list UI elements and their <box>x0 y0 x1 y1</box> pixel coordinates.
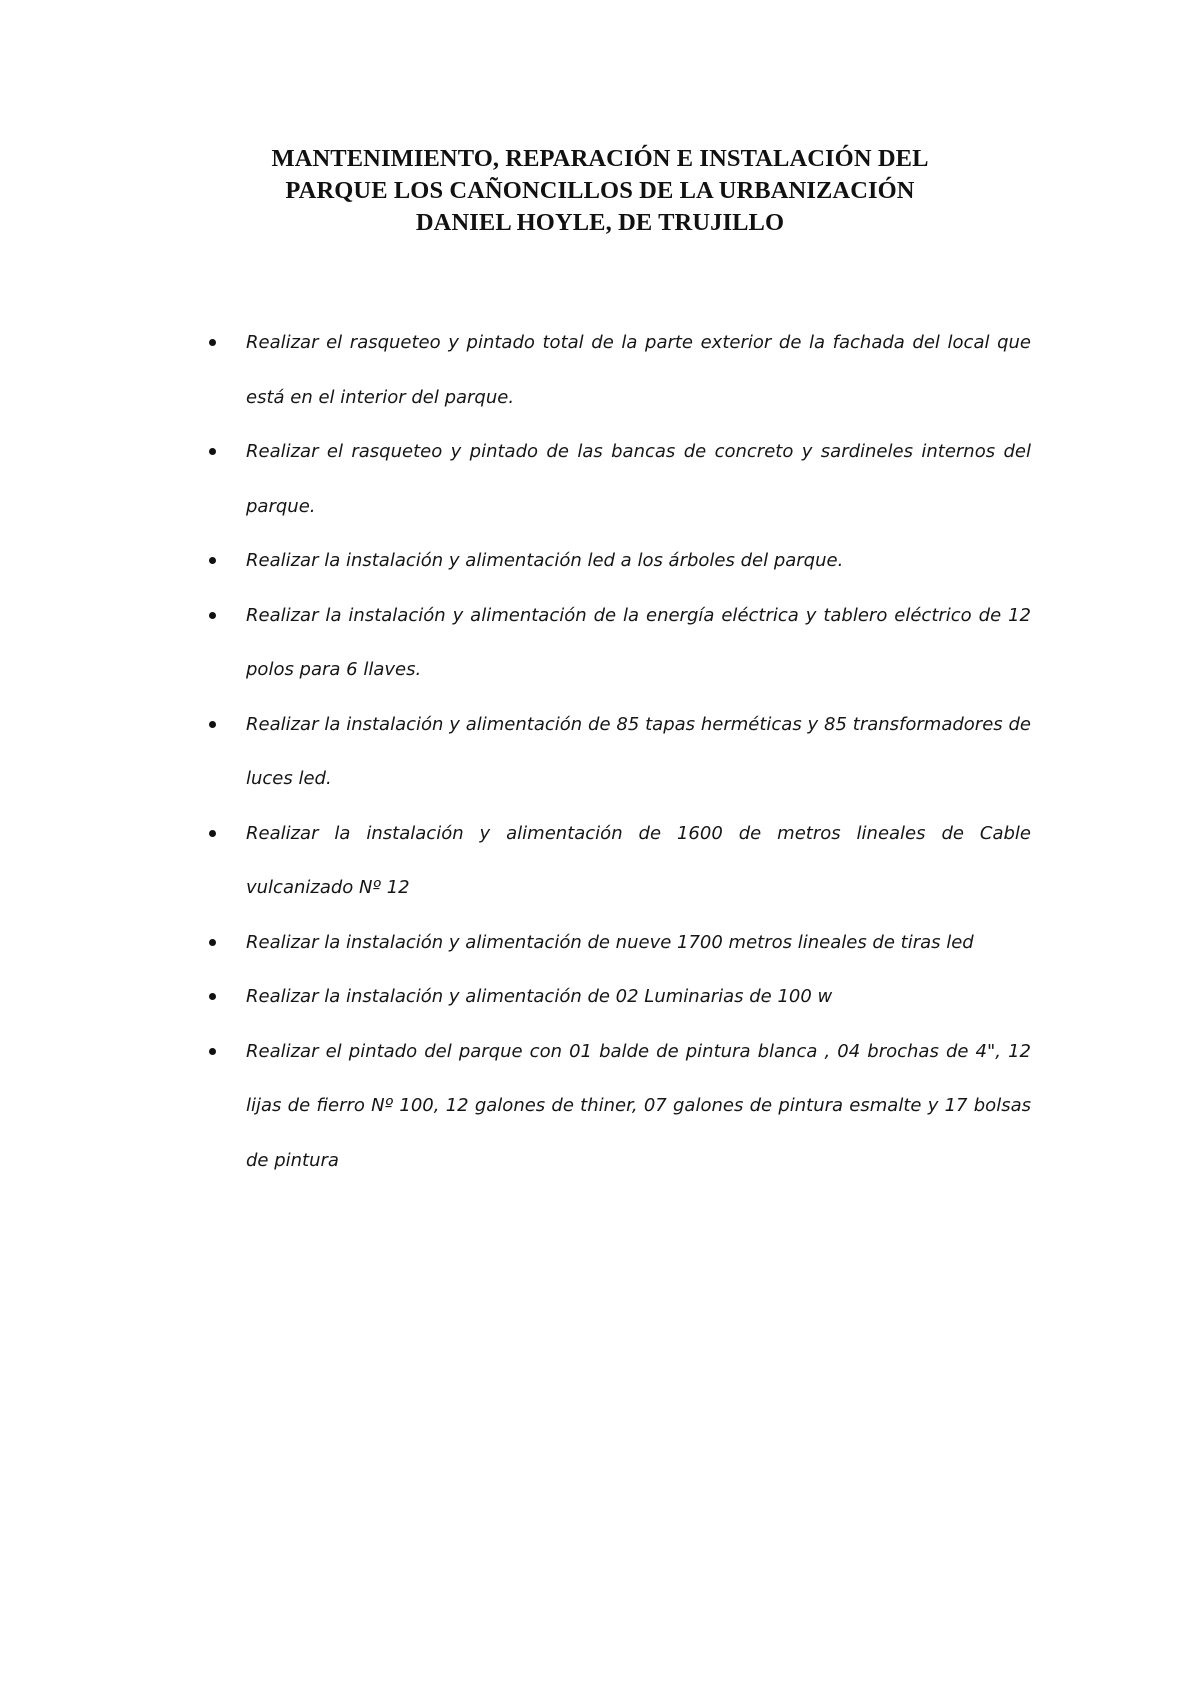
task-item-1 <box>205 316 1031 425</box>
bullet-icon <box>208 698 218 753</box>
bullet-icon <box>208 534 218 589</box>
task-list <box>205 316 1031 1188</box>
task-text: Realizar la instalación y alimentación led a los árboles del parque. <box>246 550 844 571</box>
bullet-icon <box>208 807 218 862</box>
task-item-6 <box>205 807 1031 916</box>
task-item-5 <box>205 698 1031 807</box>
bullet-icon <box>208 1025 218 1080</box>
bullet-icon <box>208 916 218 971</box>
bullet-icon <box>208 316 218 371</box>
task-item-3 <box>205 534 1031 589</box>
task-text: Realizar la instalación y alimentación de 02 Luminarias de 100 w <box>246 986 833 1007</box>
document-title <box>150 143 1050 239</box>
task-text: Realizar la instalación y alimentación de 85 tapas herméticas y 85 transformadores de luces led. <box>246 713 1031 789</box>
task-item-8 <box>205 970 1031 1025</box>
bullet-icon <box>208 589 218 644</box>
task-text: Realizar la instalación y alimentación de la energía eléctrica y tablero eléctrico de 12 polos para 6 llaves. <box>246 604 1031 680</box>
task-text: Realizar el pintado del parque con 01 balde de pintura blanca , 04 brochas de 4", 12 lijas de fierro Nº 100, 12 galones de thiner, 07 galones de pintura esmalte y 17 bolsas de pintura <box>246 1040 1031 1171</box>
task-item-7 <box>205 916 1031 971</box>
title-line-1: MANTENIMIENTO, REPARACIÓN E INSTALACIÓN DEL <box>271 145 929 172</box>
task-item-2 <box>205 425 1031 534</box>
task-text: Realizar la instalación y alimentación de nueve 1700 metros lineales de tiras led <box>246 931 974 953</box>
task-item-4 <box>205 589 1031 698</box>
bullet-icon <box>208 425 218 480</box>
task-text: Realizar la instalación y alimentación de 1600 de metros lineales de Cable vulcanizado Nº 12 <box>246 822 1031 898</box>
task-text: Realizar el rasqueteo y pintado total de la parte exterior de la fachada del local que está en el interior del parque. <box>246 332 1031 408</box>
title-line-3: DANIEL HOYLE, DE TRUJILLO <box>415 209 785 236</box>
title-line-2: PARQUE LOS CAÑONCILLOS DE LA URBANIZACIÓN <box>285 177 915 204</box>
task-text: Realizar el rasqueteo y pintado de las bancas de concreto y sardineles internos del parque. <box>246 441 1031 517</box>
bullet-icon <box>208 970 218 1025</box>
task-item-9 <box>205 1025 1031 1189</box>
